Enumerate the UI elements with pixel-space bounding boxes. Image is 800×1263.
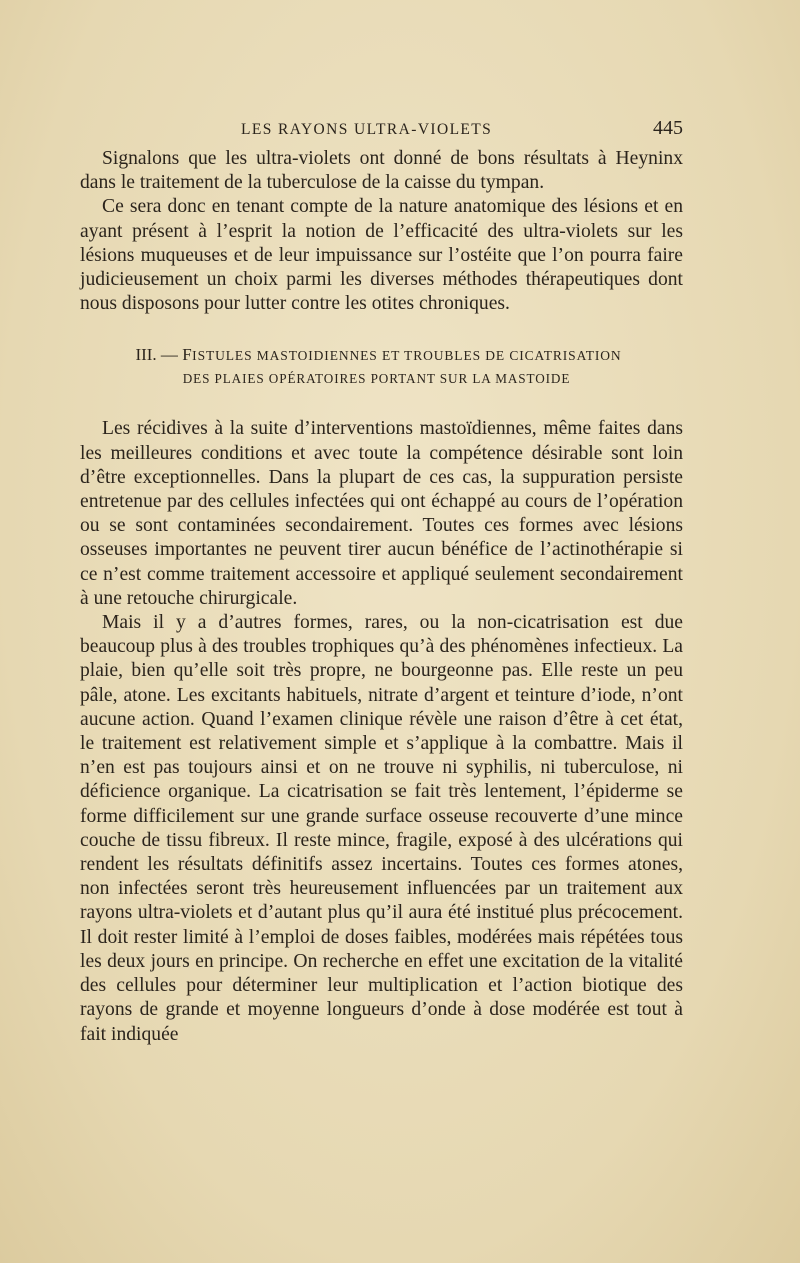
page-body: [80, 147, 683, 1047]
section-heading: [80, 343, 683, 390]
paragraph: Ce sera donc en tenant compte de la nature anatomique des lésions et en ayant présent à l’esprit la notion de l’efficacité des ultra-violets sur les lésions muqueuses et de leur impuissance sur l’ostéite que l’on pourra faire judicieusement un choix parmi les diverses méthodes thérapeutiques dont nous disposons pour lutter contre les otites chroniques.: [80, 196, 683, 315]
paragraph: Signalons que les ultra-violets ont donné de bons résultats à Heyninx dans le traitement de la tuberculose de la caisse du tympan.: [80, 148, 683, 194]
section-heading-line-2: DES PLAIES OPÉRATOIRES PORTANT SUR LA MASTOIDE: [182, 371, 571, 387]
section-heading-line-1: III. — FISTULES MASTOIDIENNES ET TROUBLES DE CICATRISATION: [135, 345, 622, 365]
page-header: [80, 117, 683, 140]
running-title: LES RAYONS ULTRA-VIOLETS: [241, 121, 493, 138]
paragraph: Les récidives à la suite d’interventions mastoïdiennes, même faites dans les meilleures conditions et avec toute la compétence désirable sont loin d’être exceptionnelles. Dans la plupart de ces cas, la suppuration persiste entretenue par des cellules infectées qui ont échappé au cours de l’opération ou se sont contaminées secondairement. Toutes ces formes avec lésions osseuses importantes ne peuvent tirer aucun bénéfice de l’actinothérapie si ce n’est comme traitement accessoire et appliqué seulement secondairement à une retouche chirurgicale.: [80, 418, 683, 609]
paragraph: Mais il y a d’autres formes, rares, ou la non-cicatrisation est due beaucoup plus à des troubles trophiques qu’à des phénomènes infectieux. La plaie, bien qu’elle soit très propre, ne bourgeonne pas. Elle reste un peu pâle, atone. Les excitants habituels, nitrate d’argent et teinture d’iode, n’ont aucune action. Quand l’examen clinique révèle une raison d’être à cet état, le traitement est relativement simple et s’applique à la combattre. Mais il n’en est pas toujours ainsi et on ne trouve ni syphilis, ni tuberculose, ni déficience organique. La cicatrisation se fait très lentement, l’épiderme se forme difficilement sur une grande surface osseuse recouverte d’une mince couche de tissu fibreux. Il reste mince, fragile, exposé à des ulcérations qui rendent les résultats définitifs assez incertains. Toutes ces formes atones, non infectées seront très heureusement influencées par un traitement aux rayons ultra-violets et d’autant plus qu’il aura été institué plus précocement. Il doit rester limité à l’emploi de doses faibles, modérées mais répétées tous les deux jours en principe. On recherche en effet une excitation de la vitalité des cellules pour déterminer leur multiplication et l’action biotique des rayons de grande et moyenne longueurs d’onde à dose modérée est tout à fait indiquée: [80, 612, 683, 1045]
page-number: 445: [653, 117, 683, 139]
